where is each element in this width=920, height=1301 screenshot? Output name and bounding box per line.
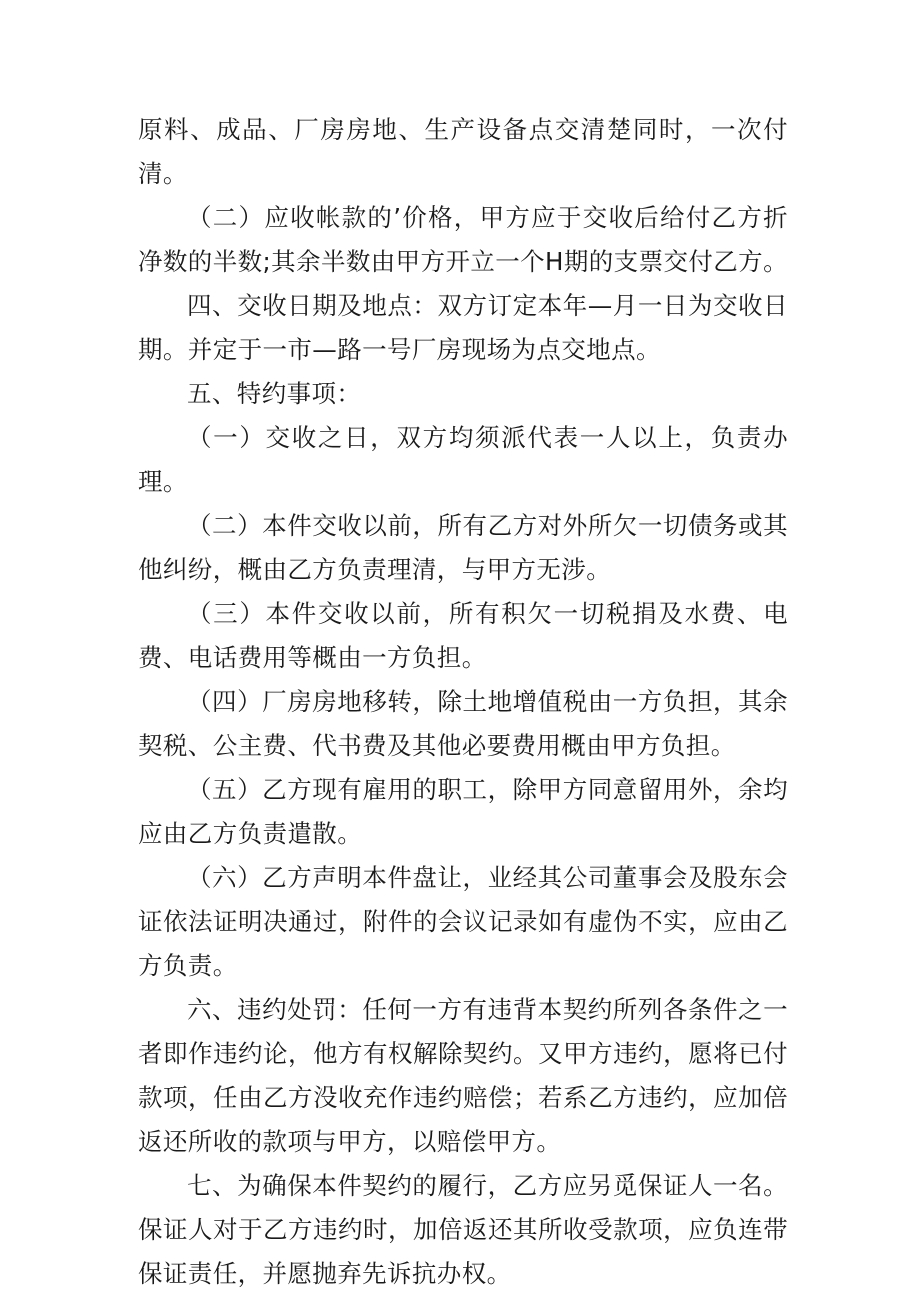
document-body xyxy=(138,108,788,1296)
paragraph-receivables: （二）应收帐款的’价格，甲方应于交收后给付乙方折净数的半数;其余半数由甲方开立一个H期的支票交付乙方。 xyxy=(138,203,788,276)
paragraph-continuation: 原料、成品、厂房房地、生产设备点交清楚同时，一次付清。 xyxy=(138,115,788,188)
paragraph-clause-2: （二）本件交收以前，所有乙方对外所欠一切债务或其他纠纷，概由乙方负责理清，与甲方无涉。 xyxy=(138,511,788,584)
paragraph-section-seven: 七、为确保本件契约的履行，乙方应另觅保证人一名。保证人对于乙方违约时，加倍返还其所收受款项，应负连带保证责任，并愿抛弃先诉抗办权。 xyxy=(138,1171,788,1288)
paragraph-clause-5: （五）乙方现有雇用的职工，除甲方同意留用外，余均应由乙方负责遣散。 xyxy=(138,775,788,848)
paragraph-section-five-heading: 五、特约事项： xyxy=(187,379,362,408)
paragraph-clause-3: （三）本件交收以前，所有积欠一切税捐及水费、电费、电话费用等概由一方负担。 xyxy=(138,599,788,672)
paragraph-section-six: 六、违约处罚：任何一方有违背本契约所列各条件之一者即作违约论，他方有权解除契约。又甲方违约，愿将已付款项，任由乙方没收充作违约赔偿；若系乙方违约，应加倍返还所收的款项与甲方，以赔偿甲方。 xyxy=(138,995,788,1156)
paragraph-clause-1: （一）交收之日，双方均须派代表一人以上，负责办理。 xyxy=(138,423,788,496)
paragraph-section-four: 四、交收日期及地点：双方订定本年—月一日为交收日期。并定于一市—路一号厂房现场为点交地点。 xyxy=(138,291,788,364)
paragraph-clause-4: （四）厂房房地移转，除土地增值税由一方负担，其余契税、公主费、代书费及其他必要费用概由甲方负担。 xyxy=(138,687,788,760)
paragraph-clause-6: （六）乙方声明本件盘让，业经其公司董事会及股东会证依法证明决通过，附件的会议记录如有虚伪不实，应由乙方负责。 xyxy=(138,863,788,980)
